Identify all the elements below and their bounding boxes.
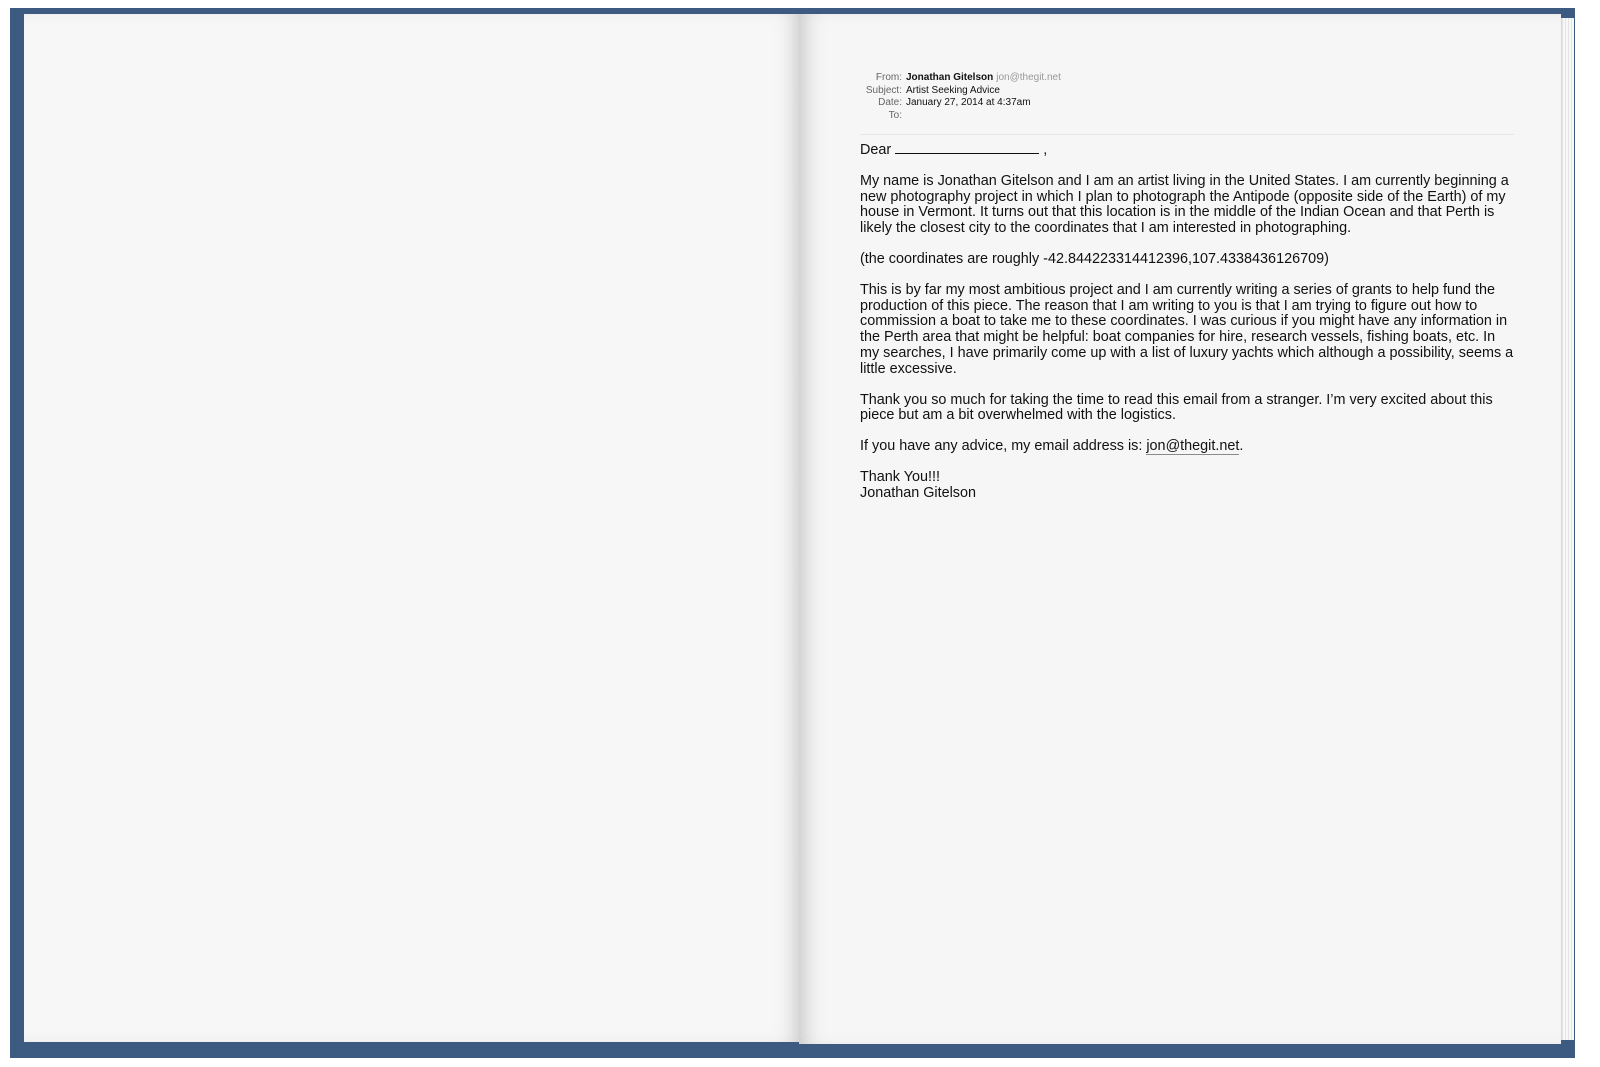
salutation [860,141,1514,159]
advice-email-link[interactable]: jon@thegit.net [1146,438,1240,455]
date-label: Date: [878,97,902,108]
paragraph-thanks: Thank you so much for taking the time to read this email from a stranger. I’m very excited about this piece but am a bit overwhelmed with the logistics. [860,391,1493,424]
advice-text: If you have any advice, my email address is: [860,438,1143,455]
paragraph-coordinates: (the coordinates are roughly -42.844223314412396,107.4338436126709) [860,250,1329,267]
sender-name: Jonathan Gitelson [906,72,994,83]
to-row [860,110,1514,123]
paragraph-project: This is by far my most ambitious project and I am currently writing a series of grants to help fund the production of this piece. The reason that I am writing to you is that I am trying to figure out how to commission a boat to take me to these coordinates. I was curious if you might have any information in the Perth area that might be helpful: boat companies for hire, research vessels, fishing boats, etc. In my searches, I have primarily come up with a list of luxury yachts which although a possibility, seems a little excessive. [860,281,1514,377]
date-value: January 27, 2014 at 4:37am [906,97,1031,108]
paragraph-intro: My name is Jonathan Gitelson and I am an artist living in the United States. I am currently beginning a new photography project in which I plan to photograph the Antipode (opposite side of the Earth) of my house in Vermont. It turns out that this location is in the middle of the Indian Ocean and that Perth is likely the closest city to the coordinates that I am interested in photographing. [860,172,1509,237]
signature: Jonathan Gitelson [860,484,977,501]
closing: Thank You!!! [860,468,941,485]
email-body [860,141,1514,502]
subject-value: Artist Seeking Advice [906,84,1000,96]
from-label: From: [875,72,902,83]
left-page-blank [24,14,799,1042]
subject-row [860,85,1514,98]
date-row [860,97,1514,110]
subject-label: Subject: [865,84,902,96]
paragraph-advice [860,439,1514,455]
recipient-blank-line [895,141,1039,154]
printed-email-letter [860,72,1514,517]
from-row [860,72,1514,85]
salutation-comma: , [1043,142,1048,158]
salutation-word: Dear [860,142,892,158]
email-header [860,72,1514,135]
sign-off [860,470,1514,502]
to-label: To: [888,109,902,121]
advice-period: . [1239,438,1244,455]
page-edges [1561,18,1574,1040]
binding-stitching [796,95,800,955]
sender-address: jon@thegit.net [996,72,1061,83]
